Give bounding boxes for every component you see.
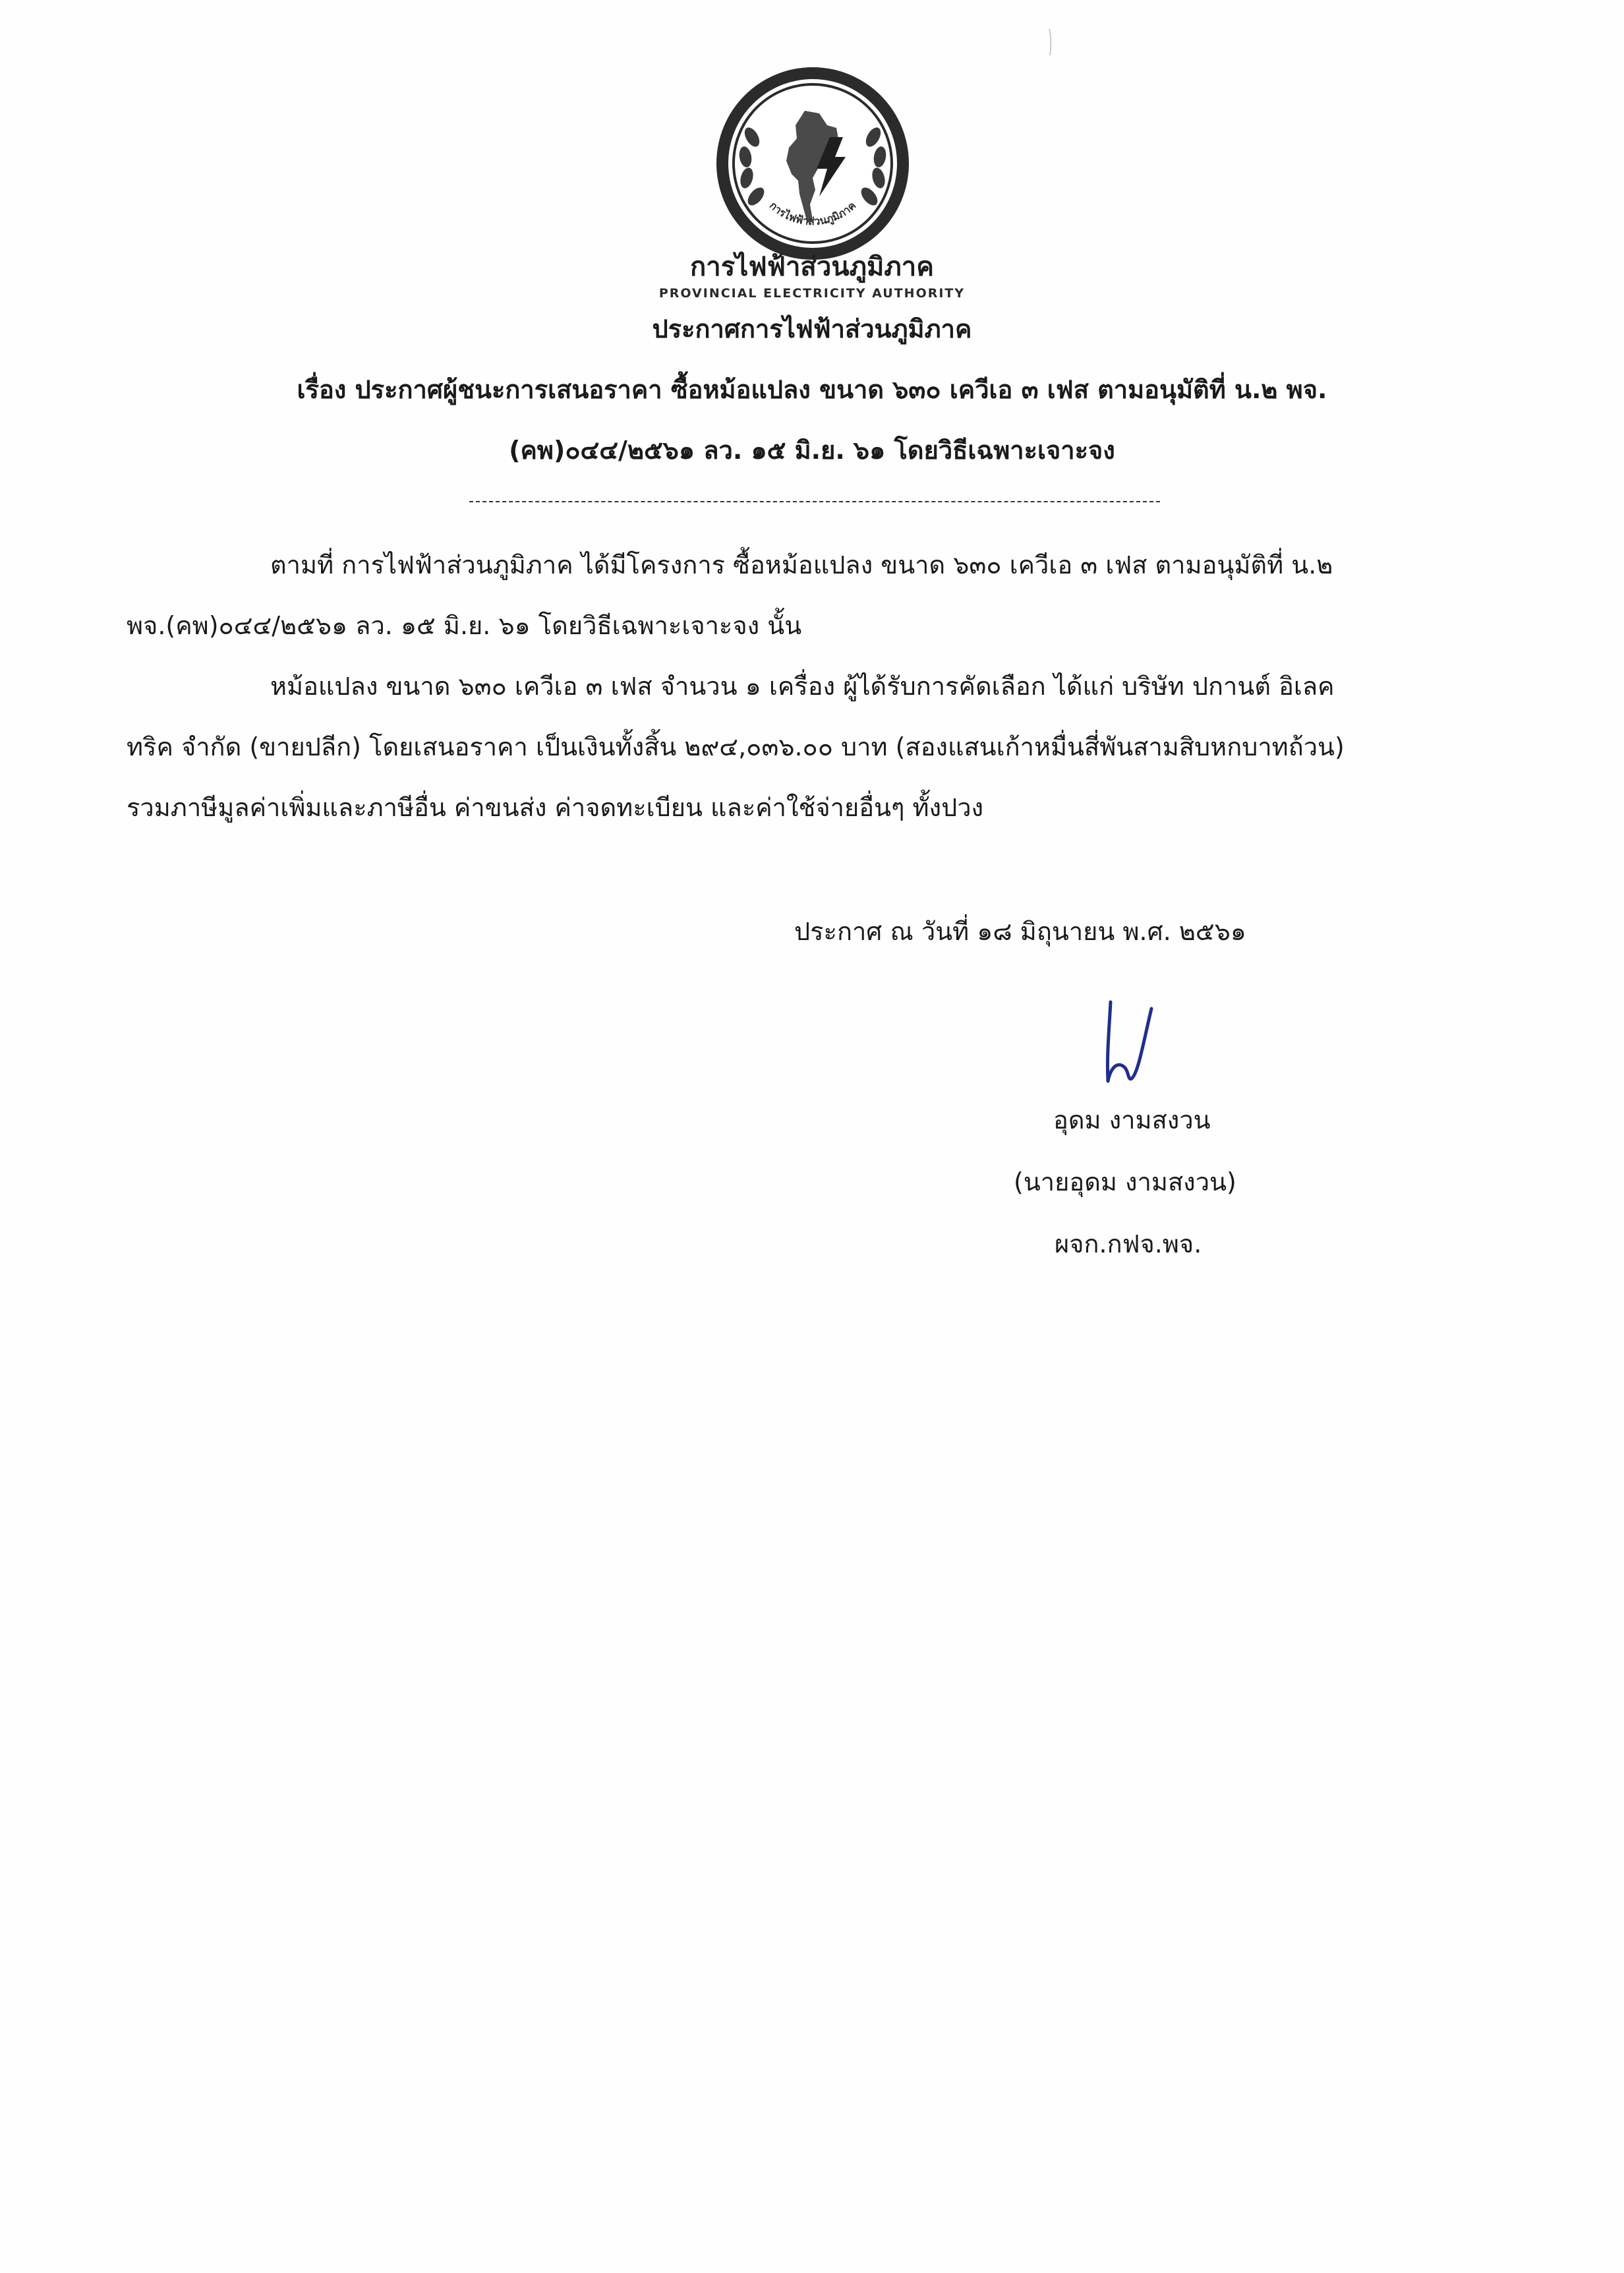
- announcement-date: ประกาศ ณ วันที่ ๑๘ มิถุนายน พ.ศ. ๒๕๖๑: [794, 917, 1246, 946]
- signer-position: ผจก.กฟจ.พจ.: [1055, 1229, 1202, 1258]
- signer-full-name: (นายอุดม งามสงวน): [1014, 1167, 1236, 1196]
- paragraph-2-line-2: ทริค จำกัด (ขายปลีก) โดยเสนอราคา เป็นเงินทั้งสิ้น ๒๙๔,๐๓๖.๐๐ บาท (สองแสนเก้าหมื่นสี่พันสามสิบหกบาทถ้วน): [127, 732, 1345, 761]
- pea-emblem-icon: [714, 65, 912, 262]
- title-divider: [469, 501, 1160, 502]
- subject-line-1: เรื่อง ประกาศผู้ชนะการเสนอราคา ซื้อหม้อแปลง ขนาด ๖๓๐ เควีเอ ๓ เฟส ตามอนุมัติที่ น.๒ พจ.: [297, 375, 1327, 404]
- handwritten-signature: [1091, 989, 1163, 1094]
- announcement-title: ประกาศการไฟฟ้าส่วนภูมิภาค: [652, 314, 972, 343]
- org-name-thai: การไฟฟ้าส่วนภูมิภาค: [690, 252, 934, 282]
- paragraph-1-line-1: ตามที่ การไฟฟ้าส่วนภูมิภาค ได้มีโครงการ ซื้อหม้อแปลง ขนาด ๖๓๐ เควีเอ ๓ เฟส ตามอนุมัติที่ น.๒: [270, 550, 1333, 579]
- signer-name: อุดม งามสงวน: [1053, 1106, 1211, 1135]
- scan-artifact: [1048, 28, 1053, 57]
- paragraph-2-line-1: หม้อแปลง ขนาด ๖๓๐ เควีเอ ๓ เฟส จำนวน ๑ เครื่อง ผู้ได้รับการคัดเลือก ได้แก่ บริษัท ปกานต์ อิเลค: [270, 672, 1335, 701]
- org-name-english: PROVINCIAL ELECTRICITY AUTHORITY: [658, 286, 966, 301]
- subject-line-2: (คพ)๐๔๔/๒๕๖๑ ลว. ๑๕ มิ.ย. ๖๑ โดยวิธีเฉพาะเจาะจง: [509, 436, 1115, 465]
- logo-ring-text: การไฟฟ้าส่วนภูมิภาค: [767, 199, 859, 228]
- paragraph-1-line-2: พจ.(คพ)๐๔๔/๒๕๖๑ ลว. ๑๕ มิ.ย. ๖๑ โดยวิธีเฉพาะเจาะจง นั้น: [127, 611, 802, 640]
- paragraph-2-line-3: รวมภาษีมูลค่าเพิ่มและภาษีอื่น ค่าขนส่ง ค่าจดทะเบียน และค่าใช้จ่ายอื่นๆ ทั้งปวง: [127, 793, 984, 822]
